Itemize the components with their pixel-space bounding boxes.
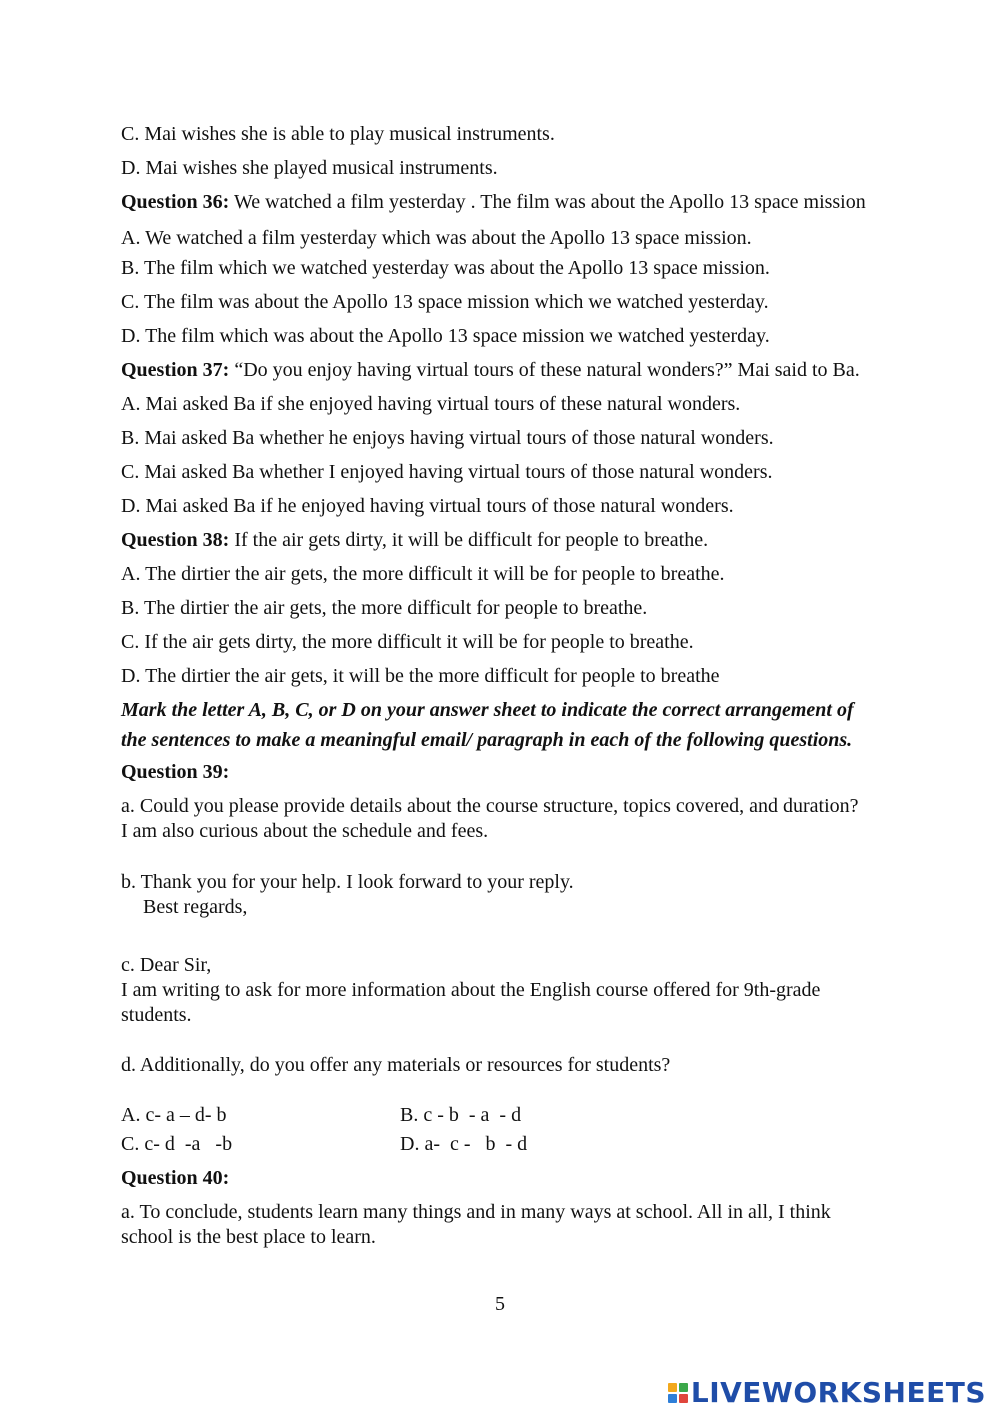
q40-sentence-a-line-1: a. To conclude, students learn many things and in many ways at school. All in all, I think (121, 1201, 831, 1223)
q39-answer-c: C. c- d -a -b (121, 1133, 233, 1155)
question-36-label: Question 36: (121, 191, 230, 213)
q39-sentence-c-line-1: c. Dear Sir, (121, 954, 212, 976)
q39-sentence-c-line-2: I am writing to ask for more information about the English course offered for 9th-grade (121, 979, 821, 1001)
question-37-label: Question 37: (121, 359, 230, 381)
q36-option-d: D. The film which was about the Apollo 13 space mission we watched yesterday. (121, 325, 770, 347)
instruction-line-1: Mark the letter A, B, C, or D on your answer sheet to indicate the correct arrangement of (121, 699, 854, 721)
q39-answer-a: A. c- a – d- b (121, 1104, 227, 1126)
q39-sentence-c-line-3: students. (121, 1004, 192, 1026)
q39-sentence-b-line-1: b. Thank you for your help. I look forward to your reply. (121, 871, 574, 893)
q39-answer-b: B. c - b - a - d (400, 1104, 522, 1126)
question-38-label: Question 38: (121, 529, 230, 551)
q39-sentence-a-line-2: I am also curious about the schedule and fees. (121, 820, 489, 842)
question-36 (121, 190, 866, 214)
instruction-line-2: the sentences to make a meaningful email/ paragraph in each of the following questions. (121, 729, 853, 751)
q35-option-d: D. Mai wishes she played musical instruments. (121, 157, 498, 179)
q38-option-d: D. The dirtier the air gets, it will be the more difficult for people to breathe (121, 665, 720, 687)
q36-option-a: A. We watched a film yesterday which was about the Apollo 13 space mission. (121, 227, 752, 249)
q39-sentence-d: d. Additionally, do you offer any materials or resources for students? (121, 1054, 671, 1076)
q37-option-d: D. Mai asked Ba if he enjoyed having virtual tours of those natural wonders. (121, 495, 734, 517)
question-37 (121, 358, 860, 382)
q35-option-c: C. Mai wishes she is able to play musical instruments. (121, 123, 555, 145)
q36-option-b: B. The film which we watched yesterday was about the Apollo 13 space mission. (121, 257, 770, 279)
logo-tile (668, 1383, 677, 1392)
q38-option-c: C. If the air gets dirty, the more difficult it will be for people to breathe. (121, 631, 694, 653)
liveworksheets-logo (668, 1378, 986, 1408)
q39-sentence-b-line-2: Best regards, (143, 896, 248, 918)
logo-tile (679, 1394, 688, 1403)
question-39-label: Question 39: (121, 761, 230, 783)
question-37-prompt: “Do you enjoy having virtual tours of these natural wonders?” Mai said to Ba. (234, 359, 860, 381)
question-38-prompt: If the air gets dirty, it will be difficult for people to breathe. (234, 529, 709, 551)
q38-option-b: B. The dirtier the air gets, the more difficult for people to breathe. (121, 597, 648, 619)
q37-option-c: C. Mai asked Ba whether I enjoyed having virtual tours of those natural wonders. (121, 461, 773, 483)
q39-sentence-a-line-1: a. Could you please provide details about the course structure, topics covered, and duration? (121, 795, 859, 817)
q38-option-a: A. The dirtier the air gets, the more difficult it will be for people to breathe. (121, 563, 725, 585)
question-36-prompt: We watched a film yesterday . The film was about the Apollo 13 space mission (233, 191, 866, 213)
liveworksheets-logo-text: LIVEWORKSHEETS (690, 1376, 986, 1409)
liveworksheets-logo-icon (668, 1383, 688, 1403)
q36-option-c: C. The film was about the Apollo 13 space mission which we watched yesterday. (121, 291, 769, 313)
q39-answer-d: D. a- c - b - d (400, 1133, 528, 1155)
question-38 (121, 528, 708, 552)
page-number: 5 (495, 1293, 505, 1315)
q40-sentence-a-line-2: school is the best place to learn. (121, 1226, 376, 1248)
q37-option-a: A. Mai asked Ba if she enjoyed having virtual tours of these natural wonders. (121, 393, 741, 415)
logo-tile (668, 1394, 677, 1403)
q37-option-b: B. Mai asked Ba whether he enjoys having virtual tours of those natural wonders. (121, 427, 774, 449)
logo-tile (679, 1383, 688, 1392)
question-40-label: Question 40: (121, 1167, 230, 1189)
